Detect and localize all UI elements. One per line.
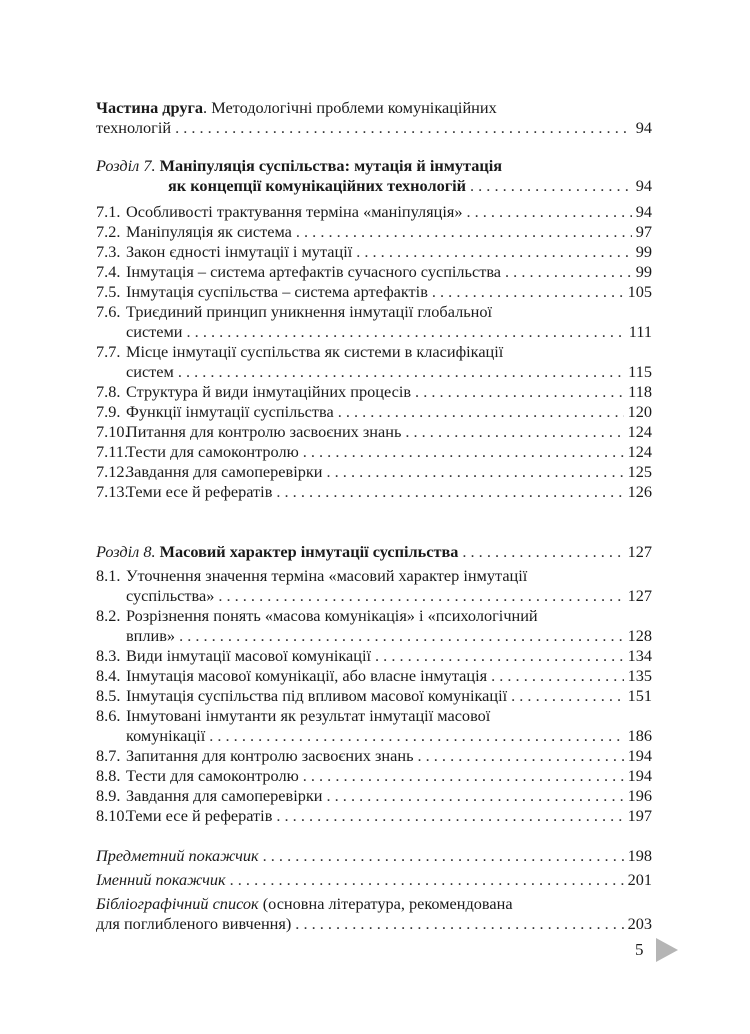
leader-dots xyxy=(470,176,632,196)
entry-number: 7.10. xyxy=(96,422,129,441)
leader-dots xyxy=(418,746,624,766)
page-ref: 194 xyxy=(627,766,652,785)
entry-title: Закон єдності інмутації і мутації xyxy=(126,242,353,261)
toc-entry[interactable] xyxy=(96,566,652,606)
entry-title: Завдання для самоперевірки xyxy=(126,786,323,805)
leader-dots xyxy=(338,402,624,422)
page-ref: 196 xyxy=(627,786,652,805)
table-of-contents xyxy=(96,98,652,934)
bibliography-note-cont: для поглибленого вивчення) xyxy=(96,914,292,933)
leader-dots xyxy=(505,262,632,282)
toc-entry[interactable] xyxy=(96,402,652,422)
page-ref: 197 xyxy=(627,806,652,825)
leader-dots xyxy=(230,870,624,890)
part-title-cont: технологій xyxy=(96,118,172,137)
toc-entry-section-7[interactable] xyxy=(96,156,652,196)
leader-dots xyxy=(187,322,625,342)
entry-title: Особливості трактування терміна «маніпуляція» xyxy=(126,202,463,221)
entry-title: Інмутація масової комунікації, або власне інмутація xyxy=(126,666,488,685)
bibliography-title: Бібліографічний список xyxy=(96,894,259,913)
toc-entry[interactable] xyxy=(96,282,652,302)
toc-entry[interactable] xyxy=(96,262,652,282)
leader-dots xyxy=(491,666,623,686)
entry-number: 8.4. xyxy=(96,666,121,685)
leader-dots xyxy=(303,766,624,786)
entry-title: Запитання для контролю засвоєних знань xyxy=(126,746,414,765)
entry-number: 7.12. xyxy=(96,462,129,481)
entry-number: 7.4. xyxy=(96,262,121,281)
toc-entry[interactable] xyxy=(96,302,652,342)
page-ref: 105 xyxy=(627,282,652,301)
entry-number: 8.7. xyxy=(96,746,121,765)
entry-number: 7.8. xyxy=(96,382,121,401)
entry-number: 7.2. xyxy=(96,222,121,241)
entry-title: Тести для самоконтролю xyxy=(126,442,299,461)
entry-number: 7.6. xyxy=(96,302,121,321)
entry-number: 7.5. xyxy=(96,282,121,301)
leader-dots xyxy=(511,686,623,706)
entry-number: 7.9. xyxy=(96,402,121,421)
page-ref: 194 xyxy=(627,746,652,765)
entry-number: 7.1. xyxy=(96,202,121,221)
entry-number: 7.13. xyxy=(96,482,129,501)
entry-title: Структура й види інмутаційних процесів xyxy=(126,382,412,401)
entry-title-cont: суспільства» xyxy=(126,586,215,605)
entry-title: Інмутовані інмутанти як результат інмутації масової xyxy=(126,706,491,725)
toc-entry[interactable] xyxy=(96,382,652,402)
leader-dots xyxy=(466,202,631,222)
toc-entry[interactable] xyxy=(96,222,652,242)
section-title: Масовий характер інмутації суспільства xyxy=(159,542,459,561)
leader-dots xyxy=(276,482,623,502)
entry-number: 8.3. xyxy=(96,646,121,665)
page-ref: 126 xyxy=(627,482,652,501)
leader-dots xyxy=(276,806,623,826)
toc-entry[interactable] xyxy=(96,806,652,826)
entry-title-cont: системи xyxy=(126,322,183,341)
entry-number: 7.11. xyxy=(96,442,128,461)
leader-dots xyxy=(263,846,624,866)
entry-title: Маніпуляція як система xyxy=(126,222,292,241)
entry-title: Розрізнення понять «масова комунікація» і «психологічний xyxy=(126,606,538,625)
toc-entry[interactable] xyxy=(96,746,652,766)
entry-number: 8.6. xyxy=(96,706,121,725)
page-ref: 186 xyxy=(627,726,652,745)
toc-entry[interactable] xyxy=(96,242,652,262)
part-title: . Методологічні проблеми комунікаційних xyxy=(203,98,497,117)
toc-entry[interactable] xyxy=(96,462,652,482)
toc-entry[interactable] xyxy=(96,422,652,442)
section-label: Розділ 8. xyxy=(96,542,156,561)
page-ref: 134 xyxy=(627,646,652,665)
entry-number: 7.3. xyxy=(96,242,121,261)
leader-dots xyxy=(178,362,624,382)
entry-title: Завдання для самоперевірки xyxy=(126,462,323,481)
toc-entry[interactable] xyxy=(96,202,652,222)
section-title-cont: як концепції комунікаційних технологій xyxy=(168,176,467,195)
page-ref: 115 xyxy=(628,362,652,381)
page-ref: 97 xyxy=(635,222,652,241)
bibliography-note: (основна література, рекомендована xyxy=(258,894,513,913)
toc-entry[interactable] xyxy=(96,482,652,502)
leader-dots xyxy=(218,586,623,606)
entry-number: 8.8. xyxy=(96,766,121,785)
entry-number: 8.9. xyxy=(96,786,121,805)
page-ref: 198 xyxy=(627,846,652,865)
page-ref: 128 xyxy=(627,626,652,645)
triangle-right-icon[interactable] xyxy=(656,938,678,962)
page-ref: 94 xyxy=(635,202,652,221)
page-ref: 124 xyxy=(627,422,652,441)
entry-number: 8.5. xyxy=(96,686,121,705)
page-ref: 124 xyxy=(627,442,652,461)
toc-entry[interactable] xyxy=(96,646,652,666)
leader-dots xyxy=(356,242,631,262)
leader-dots xyxy=(415,382,624,402)
page-ref: 111 xyxy=(628,322,652,341)
toc-entry[interactable] xyxy=(96,786,652,806)
section-title: Маніпуляція суспільства: мутація й інмутація xyxy=(159,156,503,175)
entry-title: Предметний покажчик xyxy=(96,846,259,865)
toc-entry[interactable] xyxy=(96,766,652,786)
leader-dots xyxy=(375,646,624,666)
entry-number: 8.2. xyxy=(96,606,121,625)
entry-title: Теми есе й рефератів xyxy=(126,806,273,825)
page-ref: 99 xyxy=(635,262,652,281)
entry-title-cont: комунікації xyxy=(126,726,206,745)
entry-number: 8.10. xyxy=(96,806,129,825)
page-ref: 151 xyxy=(627,686,652,705)
leader-dots xyxy=(296,222,632,242)
entry-number: 8.1. xyxy=(96,566,121,585)
toc-entry[interactable] xyxy=(96,706,652,746)
page-ref: 201 xyxy=(627,870,652,889)
toc-entry[interactable] xyxy=(96,686,652,706)
toc-entry[interactable] xyxy=(96,606,652,646)
toc-entry-bibliography[interactable] xyxy=(96,894,652,934)
page-ref: 118 xyxy=(628,382,652,401)
toc-entry[interactable] xyxy=(96,666,652,686)
page-ref: 203 xyxy=(627,914,652,933)
page-ref: 99 xyxy=(635,242,652,261)
leader-dots xyxy=(432,282,624,302)
leader-dots xyxy=(295,914,623,934)
entry-title: Інмутація – система артефактів сучасного суспільства xyxy=(126,262,502,281)
entry-title: Триєдиний принцип уникнення інмутації глобальної xyxy=(126,302,493,321)
toc-entry[interactable] xyxy=(96,442,652,462)
entry-title: Функції інмутації суспільства xyxy=(126,402,334,421)
entry-title: Іменний покажчик xyxy=(96,870,226,889)
leader-dots xyxy=(462,542,623,562)
leader-dots xyxy=(327,786,624,806)
entry-title: Інмутація суспільства – система артефактів xyxy=(126,282,428,301)
leader-dots xyxy=(405,422,623,442)
section-label: Розділ 7. xyxy=(96,156,156,175)
page-ref: 127 xyxy=(627,542,652,561)
entry-title: Місце інмутації суспільства як системи в класифікації xyxy=(126,342,504,361)
entry-title-cont: вплив» xyxy=(126,626,176,645)
page-ref: 94 xyxy=(635,176,652,195)
toc-entry-part-two[interactable] xyxy=(96,98,652,138)
entry-title: Уточнення значення терміна «масовий характер інмутації xyxy=(126,566,528,585)
entry-title: Питання для контролю засвоєних знань xyxy=(126,422,402,441)
entry-title: Інмутація суспільства під впливом масової комунікації xyxy=(126,686,508,705)
leader-dots xyxy=(303,442,624,462)
page-ref: 120 xyxy=(627,402,652,421)
page-number: 5 xyxy=(635,940,644,959)
toc-entry-subject-index[interactable] xyxy=(96,846,652,866)
page-ref: 94 xyxy=(635,118,652,137)
toc-entry-section-8[interactable] xyxy=(96,542,652,562)
page-ref: 127 xyxy=(627,586,652,605)
entry-title-cont: систем xyxy=(126,362,174,381)
part-label: Частина друга xyxy=(96,98,204,117)
toc-entry[interactable] xyxy=(96,342,652,382)
entry-title: Теми есе й рефератів xyxy=(126,482,273,501)
leader-dots xyxy=(209,726,623,746)
leader-dots xyxy=(327,462,624,482)
leader-dots xyxy=(179,626,624,646)
leader-dots xyxy=(175,118,632,138)
entry-title: Види інмутації масової комунікації xyxy=(126,646,372,665)
toc-entry-name-index[interactable] xyxy=(96,870,652,890)
entry-title: Тести для самоконтролю xyxy=(126,766,299,785)
entry-number: 7.7. xyxy=(96,342,121,361)
page-ref: 135 xyxy=(627,666,652,685)
page-ref: 125 xyxy=(627,462,652,481)
